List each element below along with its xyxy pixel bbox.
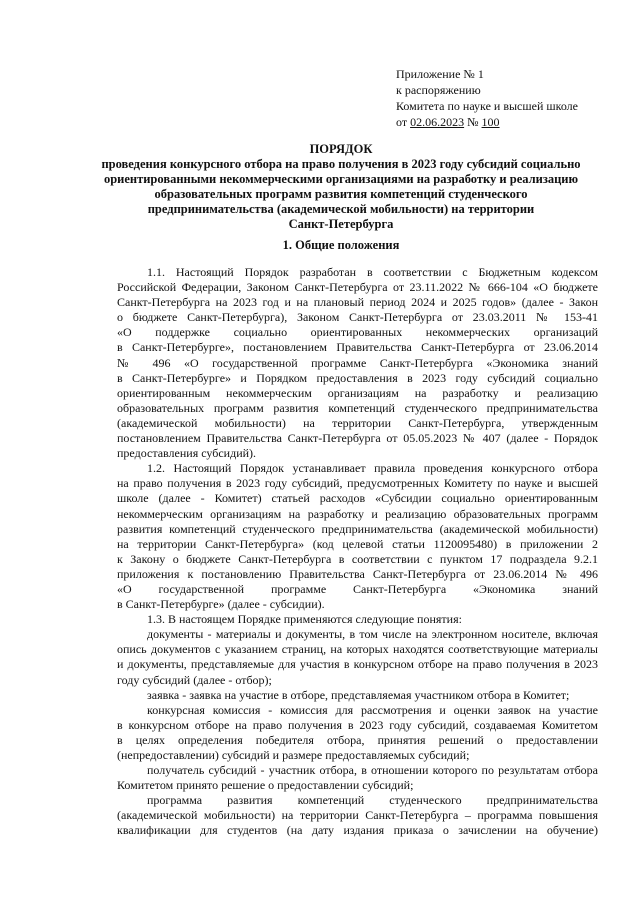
title-heading: ПОРЯДОК (309, 142, 373, 156)
text-line: в Санкт-Петербурге», постановлением Правительства Санкт-Петербурга от 23.06.2014 (117, 340, 598, 355)
text-line: в Санкт-Петербурге» и Порядком предоставления в 2023 году субсидий социально (117, 370, 598, 385)
text-line: 1.1. Настоящий Порядок разработан в соответствии с Бюджетным кодексом (147, 265, 598, 279)
text-line: Комитетом принято решение о предоставлении субсидий; (117, 778, 414, 793)
text-line: (академической мобильности) на территории Санкт-Петербурга, утвержденным (117, 415, 598, 430)
text-line: Российской Федерации, Законом Санкт-Петербурга от 23.11.2022 № 666-104 «О бюджете (117, 280, 598, 295)
text-line: на территории Санкт-Петербурга» (код целевой статьи 1120095480) в приложении 2 (117, 536, 598, 551)
body-text (117, 265, 598, 839)
text-line: в Санкт-Петербурге» (далее - субсидии). (117, 597, 325, 612)
text-line: опись документов с указанием страниц, на которых находятся соответствующие материалы (117, 642, 598, 657)
text-line: 1.3. В настоящем Порядке применяются следующие понятия: (147, 612, 462, 627)
date-prefix: от (396, 115, 411, 129)
order-date: 02.06.2023 (410, 115, 465, 129)
title-line: проведения конкурсного отбора на право получения в 2023 году субсидий социально (101, 157, 581, 171)
text-line: конкурсная комиссия - комиссия для рассмотрения и оценки заявок на участие (147, 702, 598, 717)
document-title (84, 142, 598, 232)
number-prefix: № (464, 115, 482, 129)
text-line: Санкт-Петербурга на 2023 год и на плановый период 2024 и 2025 годов» (далее - Закон (117, 295, 598, 310)
text-line: документы - материалы и документы, в том числе на электронном носителе, включая (147, 627, 598, 642)
text-line: приложения к постановлению Правительства Санкт-Петербурга от 23.06.2014 № 496 (117, 566, 598, 581)
title-line: образовательных программ развития компетенций студенческого (154, 187, 528, 201)
text-line: в конкурсном отборе на право получения в 2023 году субсидий, создаваемая Комитетом (117, 717, 598, 732)
appendix-line: Комитета по науке и высшей школе (396, 99, 578, 113)
text-line: году субсидий (далее - отбор); (117, 672, 272, 687)
text-line: в целях определения победителя отбора, принятия решений о предоставлении (117, 732, 598, 747)
text-line: развития компетенций студенческого предпринимательства (академической мобильности) (117, 521, 598, 536)
text-line: школе (далее - Комитет) статьей расходов «Субсидии социально ориентированным (117, 491, 598, 506)
appendix-block (396, 66, 628, 130)
text-line: на право получения в 2023 году субсидий, предусмотренных Комитету по науке и высшей (117, 476, 598, 491)
text-line: «О государственной программе Санкт-Петербурга «Экономика знаний (117, 581, 598, 596)
title-line: Санкт-Петербурга (288, 217, 394, 231)
text-line: некоммерческим организациям на разработку и реализацию образовательных программ (117, 506, 598, 521)
title-line: ориентированными некоммерческими организациями на разработку и реализацию (103, 172, 579, 186)
text-line: квалификации для студентов (на дату издания приказа о зачислении на обучение) (117, 823, 598, 838)
section-heading: 1. Общие положения (282, 238, 400, 252)
text-line: 1.2. Настоящий Порядок устанавливает правила проведения конкурсного отбора (147, 461, 598, 476)
text-line: к Закону о бюджете Санкт-Петербурга в соответствии с пунктом 17 подраздела 9.2.1 (117, 551, 598, 566)
text-line: программа развития компетенций студенческого предпринимательства (147, 793, 598, 808)
appendix-date-line (396, 114, 628, 130)
text-line: о бюджете Санкт-Петербурга), Законом Санкт-Петербурга от 23.03.2011 № 153-41 (117, 310, 598, 325)
text-line: предоставления субсидий). (117, 446, 257, 461)
text-line: получатель субсидий - участник отбора, в отношении которого по результатам отбора (147, 763, 598, 778)
appendix-line: к распоряжению (396, 83, 481, 97)
text-line: «О поддержке социально ориентированных некоммерческих организаций (117, 325, 598, 340)
text-line: заявка - заявка на участие в отборе, представляемая участником отбора в Комитет; (147, 687, 570, 702)
text-line: и документы, представляемые для участия в конкурсном отборе на право получения в 2023 (117, 657, 598, 672)
text-line: № 496 «О государственной программе Санкт-Петербурга «Экономика знаний (117, 355, 598, 370)
text-line: образовательных программ развития компетенций студенческого предпринимательства (117, 400, 598, 415)
title-line: предпринимательства (академической мобильности) на территории (147, 202, 535, 216)
order-number: 100 (481, 115, 500, 129)
text-line: (академической мобильности) на территории Санкт-Петербурга – программа повышения (117, 808, 598, 823)
text-line: ориентированным некоммерческим организациям на разработку и реализацию (117, 385, 598, 400)
appendix-line: Приложение № 1 (396, 67, 484, 81)
text-line: постановлением Правительства Санкт-Петербурга от 05.05.2023 № 407 (далее - Порядок (117, 431, 598, 446)
text-line: (непредоставлении) субсидий и размере предоставляемых субсидий; (117, 748, 470, 762)
